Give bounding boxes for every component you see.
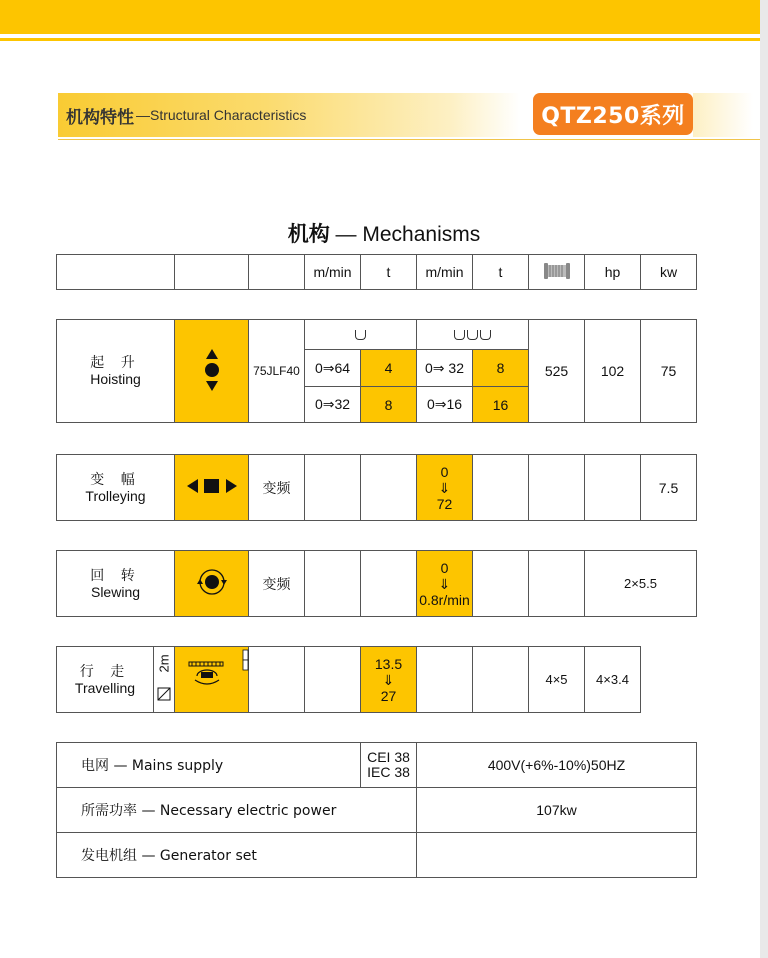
- trolley-blank-2: [361, 455, 417, 521]
- electric-power-value: 107kw: [417, 788, 697, 833]
- slewing-label-cn: 回 转: [90, 567, 141, 584]
- trolley-speed-min: 0: [440, 463, 449, 480]
- rail-gauge: [154, 647, 175, 680]
- travel-blank-2: [305, 647, 361, 713]
- units-blank-3: [249, 255, 305, 290]
- generator-set-value: [417, 833, 697, 878]
- trolleying-label-cn: 变 幅: [90, 471, 141, 488]
- single-hook-icon: [305, 320, 417, 350]
- hoisting-label-en: Hoisting: [90, 371, 141, 387]
- down-arrow-icon: ⇓: [438, 479, 451, 496]
- hoisting-label-cn: 起 升: [90, 355, 141, 371]
- travel-rail-icon: [175, 647, 249, 713]
- travel-speed-min: 13.5: [374, 655, 403, 672]
- rail-gauge-square-icon: [154, 680, 175, 713]
- slewing-blank-1: [305, 551, 361, 617]
- hoist-load-1: 4: [361, 350, 417, 387]
- title-cn: 机构: [287, 222, 330, 246]
- hoist-load-2: 8: [473, 350, 529, 387]
- title-en: — Mechanisms: [329, 223, 481, 246]
- hoist-kw: 75: [641, 320, 697, 423]
- slewing-blank-4: [529, 551, 585, 617]
- hoisting-label: [57, 320, 175, 423]
- model-badge: QTZ250系列: [533, 93, 693, 135]
- unit-kw: kw: [641, 255, 697, 290]
- slewing-label-en: Slewing: [90, 583, 141, 600]
- unit-speed-2: m/min: [417, 255, 473, 290]
- hoist-speed-1: 0⇒32: [305, 387, 361, 423]
- units-blank-2: [175, 255, 249, 290]
- travelling-label-cn: 行 走: [79, 663, 131, 680]
- travel-hp: 4×5: [529, 647, 585, 713]
- hoist-load-2: 16: [473, 387, 529, 423]
- hoist-speed-2: 0⇒16: [417, 387, 473, 423]
- travel-kw: 4×3.4: [585, 647, 641, 713]
- down-arrow-icon: ⇓: [438, 575, 451, 592]
- slewing-blank-2: [361, 551, 417, 617]
- page-edge: [760, 0, 768, 958]
- section-rule: [58, 139, 760, 140]
- trolley-blank-3: [473, 455, 529, 521]
- hoist-load-1: 8: [361, 387, 417, 423]
- hoist-speed-2: 0⇒ 32: [417, 350, 473, 387]
- trolley-blank-5: [585, 455, 641, 521]
- slewing-speed-max: 0.8r/min: [419, 591, 470, 608]
- travel-speed: [361, 647, 417, 713]
- trolley-leftright-icon: [175, 455, 249, 521]
- hoisting-table: [56, 319, 697, 423]
- electric-power-label: 所需功率 — Necessary electric power: [57, 788, 417, 833]
- unit-speed-1: m/min: [305, 255, 361, 290]
- unit-hp: hp: [585, 255, 641, 290]
- slewing-blank-3: [473, 551, 529, 617]
- hoist-winch-model: 75JLF40: [249, 320, 305, 423]
- hoist-updown-icon: [175, 320, 249, 423]
- travelling-label-en: Travelling: [74, 679, 136, 696]
- standard-cei: CEI 38: [367, 749, 410, 765]
- power-supply-table: [56, 742, 697, 878]
- double-hook-icon: [417, 320, 529, 350]
- section-title-en: —Structural Characteristics: [136, 107, 307, 123]
- trolleying-label: [57, 455, 175, 521]
- top-rule: [0, 38, 760, 41]
- mains-supply-label: 电网 — Mains supply: [57, 743, 361, 788]
- mains-supply-value: 400V(+6%-10%)50HZ: [417, 743, 697, 788]
- travel-blank-1: [249, 647, 305, 713]
- trolley-kw: 7.5: [641, 455, 697, 521]
- slewing-table: [56, 550, 697, 617]
- top-banner: [0, 0, 760, 34]
- trolley-blank-4: [529, 455, 585, 521]
- slewing-drive: 变频: [249, 551, 305, 617]
- hoist-rope-length: 525: [529, 320, 585, 423]
- units-blank-1: [57, 255, 175, 290]
- hoist-hp: 102: [585, 320, 641, 423]
- section-header: [58, 93, 520, 137]
- slewing-speed-min: 0: [440, 559, 449, 576]
- trolley-drive: 变频: [249, 455, 305, 521]
- travel-speed-max: 27: [380, 687, 397, 704]
- slewing-rotate-icon: [175, 551, 249, 617]
- trolley-blank-1: [305, 455, 361, 521]
- units-table: [56, 254, 697, 290]
- travel-blank-4: [473, 647, 529, 713]
- slewing-label: [57, 551, 175, 617]
- generator-set-label: 发电机组 — Generator set: [57, 833, 417, 878]
- page-title: [0, 218, 768, 248]
- hoist-speed-1: 0⇒64: [305, 350, 361, 387]
- trolleying-label-en: Trolleying: [85, 487, 146, 504]
- wire-rope-drum-icon: [529, 255, 585, 290]
- standard-iec: IEC 38: [367, 764, 410, 780]
- mains-standards: [361, 743, 417, 788]
- slewing-speed: [417, 551, 473, 617]
- travelling-label: [57, 647, 154, 713]
- travel-blank-3: [417, 647, 473, 713]
- unit-load-1: t: [361, 255, 417, 290]
- header-fade: [693, 93, 753, 137]
- rail-gauge-text: 2m: [156, 654, 172, 673]
- trolley-speed-max: 72: [436, 495, 453, 512]
- trolleying-table: [56, 454, 697, 521]
- trolley-speed: [417, 455, 473, 521]
- slewing-kw: 2×5.5: [585, 551, 697, 617]
- down-arrow-icon: ⇓: [382, 671, 395, 688]
- section-title-cn: 机构特性: [66, 107, 134, 128]
- travelling-table: [56, 646, 697, 713]
- unit-load-2: t: [473, 255, 529, 290]
